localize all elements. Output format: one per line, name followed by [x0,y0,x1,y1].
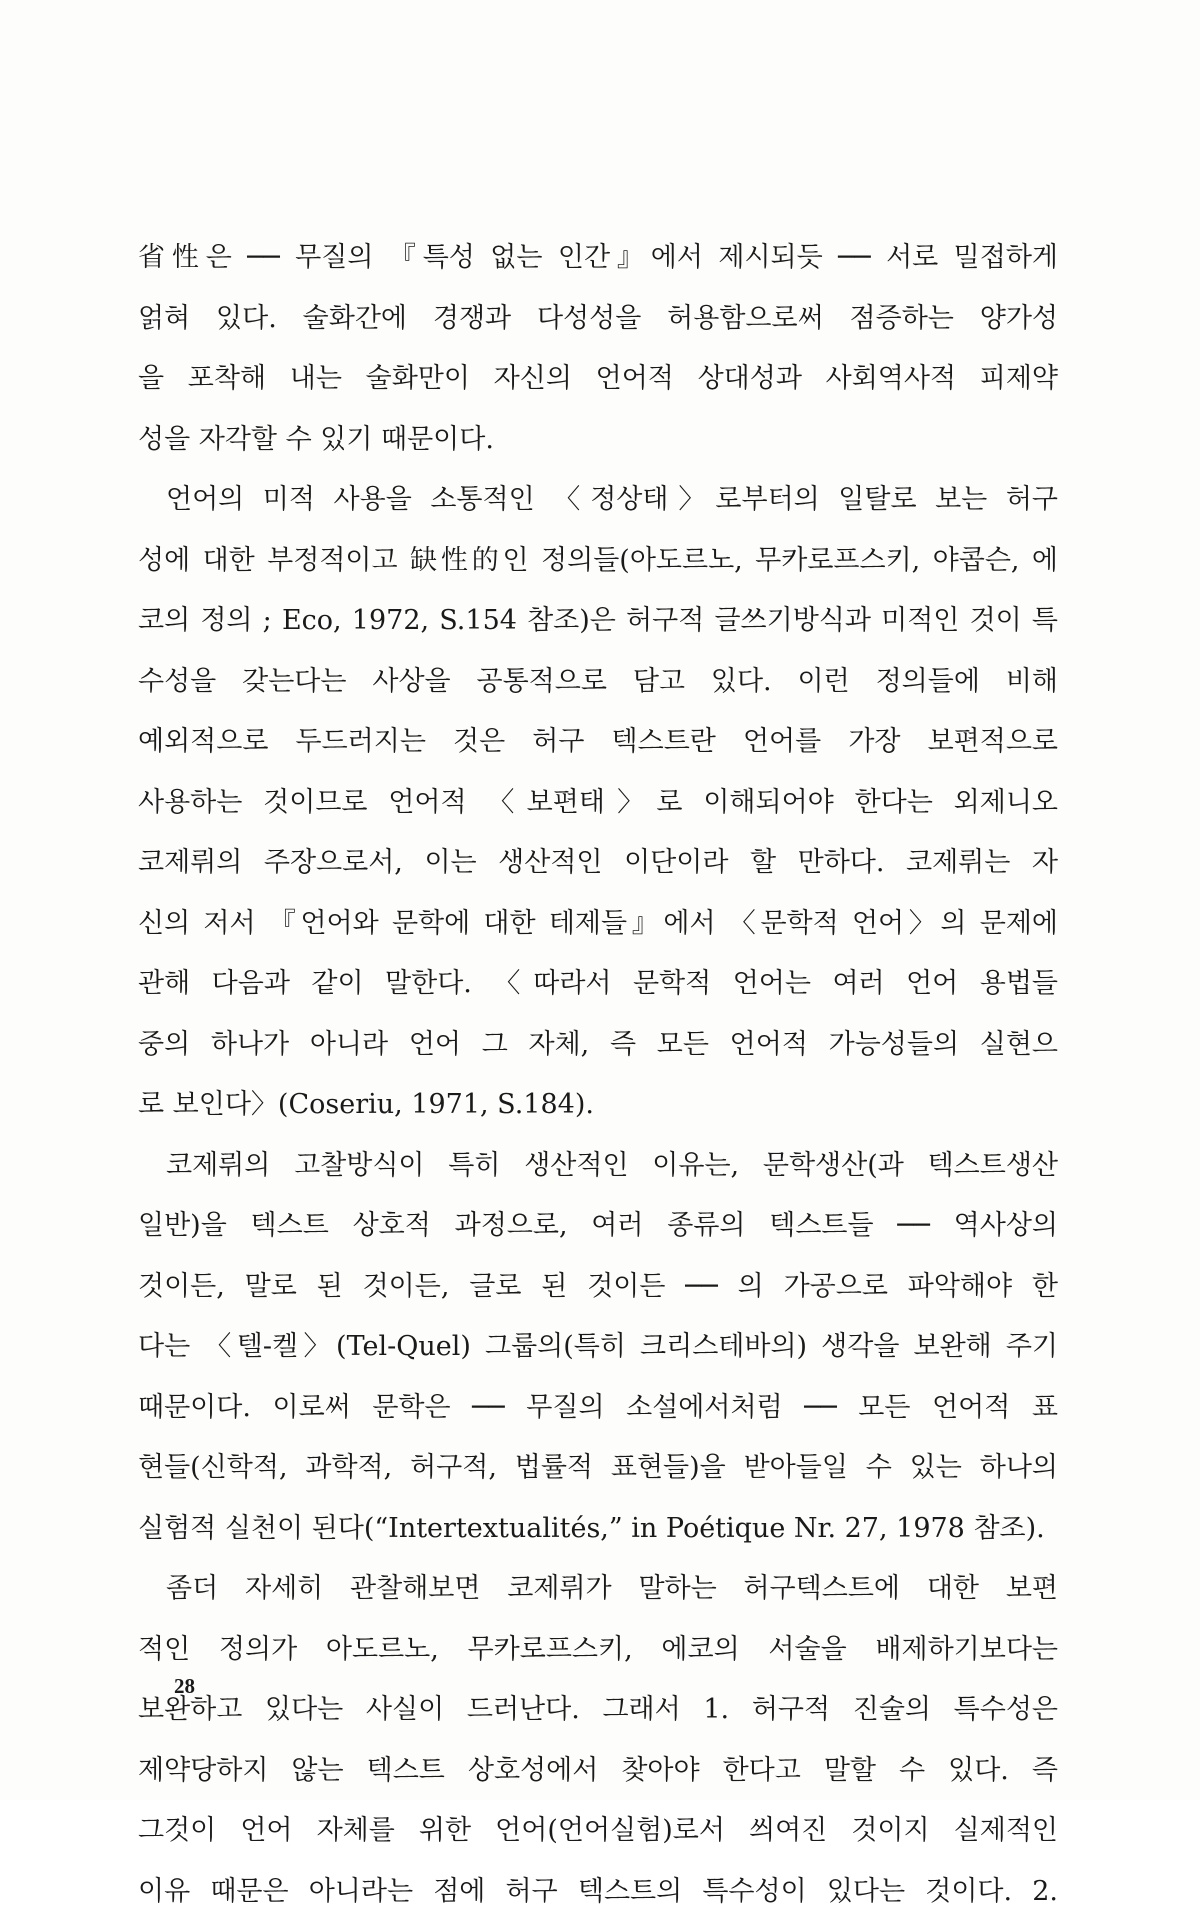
text-line: 코제뤼의 주장으로서, 이는 생산적인 이단이라 할 만하다. 코제뤼는 자 [138,833,1058,894]
text-line: 것이든, 말로 된 것이든, 글로 된 것이든 ── 의 가공으로 파악해야 한 [138,1257,1058,1318]
text-line: 언어의 미적 사용을 소통적인 〈정상태〉로부터의 일탈로 보는 허구 [138,470,1058,531]
text-line: 현들(신학적, 과학적, 허구적, 법률적 표현들)을 받아들일 수 있는 하나의 [138,1438,1058,1499]
text-line: 省性은 ── 무질의 『특성 없는 인간』에서 제시되듯 ── 서로 밀접하게 [138,228,1058,289]
page-number: 28 [174,1674,195,1699]
text-line: 그것이 언어 자체를 위한 언어(언어실험)로서 씌여진 것이지 실제적인 [138,1801,1058,1862]
text-line: 사용하는 것이므로 언어적 〈보편태〉로 이해되어야 한다는 외제니오 [138,773,1058,834]
text-line: 신의 저서 『언어와 문학에 대한 테제들』에서 〈문학적 언어〉의 문제에 [138,894,1058,955]
text-line: 중의 하나가 아니라 언어 그 자체, 즉 모든 언어적 가능성들의 실현으 [138,1015,1058,1076]
text-line: 코의 정의 ; Eco, 1972, S.154 참조)은 허구적 글쓰기방식과 미적인 것이 특 [138,591,1058,652]
text-line: 적인 정의가 아도르노, 무카로프스키, 에코의 서술을 배제하기보다는 [138,1620,1058,1681]
text-line: 수성을 갖는다는 사상을 공통적으로 담고 있다. 이런 정의들에 비해 [138,652,1058,713]
text-line: 다는 〈텔-켈〉(Tel-Quel) 그룹의(특히 크리스테바의) 생각을 보완해 주기 [138,1317,1058,1378]
text-line: 보완하고 있다는 사실이 드러난다. 그래서 1. 허구적 진술의 특수성은 [138,1680,1058,1741]
text-line: 성에 대한 부정적이고 缺性的인 정의들(아도르노, 무카로프스키, 야콥슨, 에 [138,531,1058,592]
body-text [138,228,1058,1922]
text-line: 관해 다음과 같이 말한다. 〈따라서 문학적 언어는 여러 언어 용법들 [138,954,1058,1015]
text-line: 을 포착해 내는 술화만이 자신의 언어적 상대성과 사회역사적 피제약 [138,349,1058,410]
text-line: 성을 자각할 수 있기 때문이다. [138,410,1058,471]
text-line: 예외적으로 두드러지는 것은 허구 텍스트란 언어를 가장 보편적으로 [138,712,1058,773]
text-line: 이유 때문은 아니라는 점에 허구 텍스트의 특수성이 있다는 것이다. 2. [138,1862,1058,1922]
text-line: 얽혀 있다. 술화간에 경쟁과 다성성을 허용함으로써 점증하는 양가성 [138,289,1058,350]
text-line: 제약당하지 않는 텍스트 상호성에서 찾아야 한다고 말할 수 있다. 즉 [138,1741,1058,1802]
text-line: 좀더 자세히 관찰해보면 코제뤼가 말하는 허구텍스트에 대한 보편 [138,1559,1058,1620]
text-line: 실험적 실천이 된다(“Intertextualités,” in Poétique Nr. 27, 1978 참조). [138,1499,1058,1560]
text-line: 로 보인다〉(Coseriu, 1971, S.184). [138,1075,1058,1136]
text-line: 때문이다. 이로써 문학은 ── 무질의 소설에서처럼 ── 모든 언어적 표 [138,1378,1058,1439]
text-line: 일반)을 텍스트 상호적 과정으로, 여러 종류의 텍스트들 ── 역사상의 [138,1196,1058,1257]
text-line: 코제뤼의 고찰방식이 특히 생산적인 이유는, 문학생산(과 텍스트생산 [138,1136,1058,1197]
